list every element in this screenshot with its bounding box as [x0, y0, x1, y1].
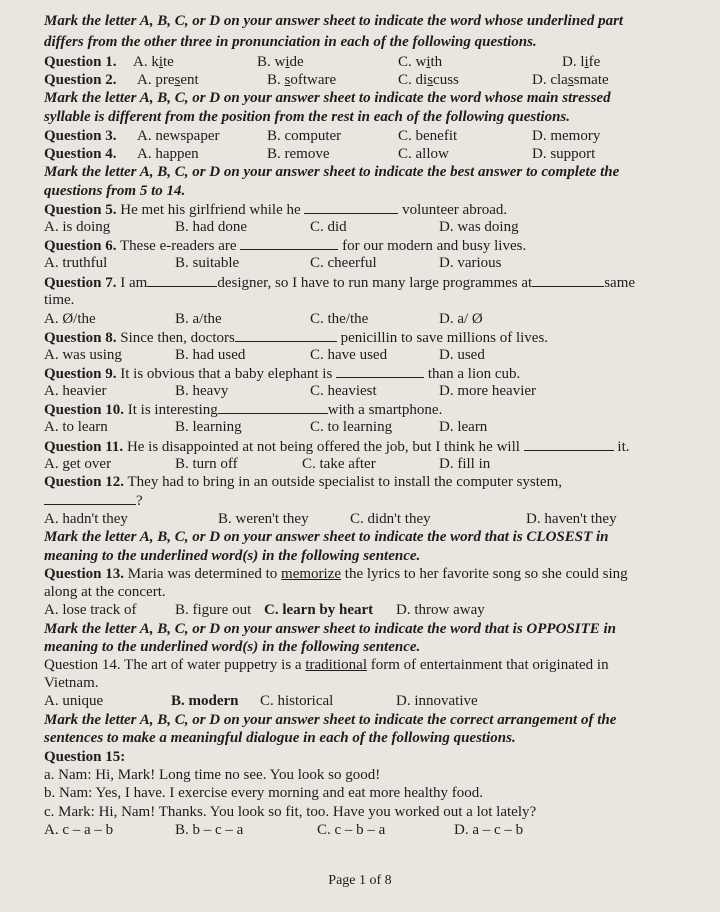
q10-option-b[interactable]: B. learning [175, 419, 242, 435]
q14-option-b[interactable]: B. modern [171, 693, 239, 709]
q12-option-c[interactable]: C. didn't they [350, 511, 431, 527]
q12-option-d[interactable]: D. haven't they [526, 511, 617, 527]
q8-option-a[interactable]: A. was using [44, 347, 122, 363]
question-3 [44, 127, 684, 145]
question-5-label: Question 5. [44, 202, 117, 218]
section-2-instruction-line-1: Mark the letter A, B, C, or D on your answer sheet to indicate the word whose main stressed [44, 90, 611, 106]
q6-option-c[interactable]: C. cheerful [310, 255, 377, 271]
question-2-label: Question 2. [44, 72, 117, 88]
q13-option-b[interactable]: B. figure out [175, 602, 252, 618]
section-5-instruction-line-1: Mark the letter A, B, C, or D on your answer sheet to indicate the word that is OPPOSITE in [44, 621, 617, 637]
q9-option-a[interactable]: A. heavier [44, 383, 107, 399]
q6-option-a[interactable]: A. truthful [44, 255, 108, 271]
question-10-label: Question 10. [44, 402, 125, 418]
question-1 [44, 53, 684, 71]
section-6-instruction-line-2: sentences to make a meaningful dialogue in each of the following questions. [44, 730, 516, 746]
question-12-stem-line-2: ? [44, 491, 684, 510]
q7-blank-1[interactable] [147, 273, 217, 287]
q15-option-d[interactable]: D. a – c – b [454, 822, 524, 838]
page-number: Page 1 of 8 [328, 873, 392, 888]
q2-option-b[interactable]: B. software [267, 72, 337, 88]
q9-option-b[interactable]: B. heavy [175, 383, 229, 399]
q10-option-d[interactable]: D. learn [439, 419, 488, 435]
q7-option-a[interactable]: A. Ø/the [44, 311, 96, 327]
question-7-stem: Question 7. I am designer, so I have to run many large programmes at same [44, 275, 636, 291]
q15-dialogue-a: a. Nam: Hi, Mark! Long time no see. You look so good! [44, 767, 381, 783]
section-1-instruction-line-2: differs from the other three in pronunciation in each of the following questions. [44, 34, 537, 50]
q11-option-c[interactable]: C. take after [302, 456, 376, 472]
q3-option-b[interactable]: B. computer [267, 128, 342, 144]
q1-option-a[interactable]: A. kite [133, 54, 174, 70]
q2-option-d[interactable]: D. classmate [532, 72, 609, 88]
q1-option-b[interactable]: B. wide [257, 54, 304, 70]
q5-option-d[interactable]: D. was doing [439, 219, 519, 235]
section-1-instruction-line-1: Mark the letter A, B, C, or D on your answer sheet to indicate the word whose underlined part [44, 13, 624, 29]
q7-option-d[interactable]: D. a/ Ø [439, 311, 483, 327]
q2-option-c[interactable]: C. discuss [398, 72, 459, 88]
question-6-label: Question 6. [44, 238, 117, 254]
q3-option-d[interactable]: D. memory [532, 128, 601, 144]
question-5-stem: Question 5. He met his girlfriend while he volunteer abroad. [44, 202, 508, 218]
section-3-instruction-line-2: questions from 5 to 14. [44, 183, 186, 199]
q13-option-d[interactable]: D. throw away [396, 602, 485, 618]
q15-option-b[interactable]: B. b – c – a [175, 822, 244, 838]
q10-option-a[interactable]: A. to learn [44, 419, 108, 435]
q8-option-c[interactable]: C. have used [310, 347, 388, 363]
q8-option-b[interactable]: B. had used [175, 347, 246, 363]
q10-option-c[interactable]: C. to learning [310, 419, 393, 435]
question-12-stem: Question 12. They had to bring in an outside specialist to install the computer system, [44, 474, 563, 490]
q7-option-c[interactable]: C. the/the [310, 311, 369, 327]
q15-dialogue-b: b. Nam: Yes, I have. I exercise every morning and eat more healthy food. [44, 785, 484, 801]
q4-option-c[interactable]: C. allow [398, 146, 449, 162]
q5-option-a[interactable]: A. is doing [44, 219, 111, 235]
q7-option-b[interactable]: B. a/the [175, 311, 222, 327]
question-4 [44, 145, 684, 163]
q14-underlined-word: traditional [305, 657, 367, 673]
question-7-stem-line-2: time. [44, 292, 75, 308]
q13-option-a[interactable]: A. lose track of [44, 602, 137, 618]
section-3-instruction-line-1: Mark the letter A, B, C, or D on your answer sheet to indicate the best answer to complete the [44, 164, 620, 180]
q5-option-c[interactable]: C. did [310, 219, 347, 235]
q1-option-d[interactable]: D. life [562, 54, 601, 70]
q6-blank[interactable] [240, 236, 338, 250]
section-2-instruction-line-2: syllable is different from the position from the rest in each of the following questions. [44, 109, 571, 125]
q8-blank[interactable] [235, 328, 337, 342]
question-6-stem: Question 6. These e-readers are for our modern and busy lives. [44, 238, 527, 254]
q11-option-b[interactable]: B. turn off [175, 456, 238, 472]
question-13-label: Question 13. [44, 566, 125, 582]
q5-option-b[interactable]: B. had done [175, 219, 248, 235]
question-14-stem-line-2: Vietnam. [44, 675, 99, 691]
question-4-label: Question 4. [44, 146, 117, 162]
q9-option-d[interactable]: D. more heavier [439, 383, 537, 399]
q4-option-b[interactable]: B. remove [267, 146, 330, 162]
q11-option-d[interactable]: D. fill in [439, 456, 491, 472]
question-8-label: Question 8. [44, 330, 117, 346]
q11-blank[interactable] [524, 437, 614, 451]
q12-blank[interactable] [44, 491, 136, 505]
question-12-label: Question 12. [44, 474, 125, 490]
question-14-stem: Question 14. The art of water puppetry is a traditional form of entertainment that originated in [44, 657, 609, 673]
q2-option-a[interactable]: A. present [137, 72, 199, 88]
q10-blank[interactable] [218, 400, 328, 414]
q6-option-b[interactable]: B. suitable [175, 255, 240, 271]
q11-option-a[interactable]: A. get over [44, 456, 112, 472]
question-10-stem: Question 10. It is interesting with a smartphone. [44, 402, 443, 418]
q3-option-a[interactable]: A. newspaper [137, 128, 220, 144]
q12-option-a[interactable]: A. hadn't they [44, 511, 128, 527]
q15-option-a[interactable]: A. c – a – b [44, 822, 114, 838]
question-13-stem: Question 13. Maria was determined to memorize the lyrics to her favorite song so she could sing [44, 566, 628, 582]
q14-option-d[interactable]: D. innovative [396, 693, 478, 709]
section-6-instruction-line-1: Mark the letter A, B, C, or D on your answer sheet to indicate the correct arrangement of the [44, 712, 617, 728]
q5-blank[interactable] [304, 200, 398, 214]
q9-blank[interactable] [336, 364, 424, 378]
q3-option-c[interactable]: C. benefit [398, 128, 458, 144]
q15-dialogue-c: c. Mark: Hi, Nam! Thanks. You look so fit, too. Have you worked out a lot lately? [44, 804, 537, 820]
question-15-label: Question 15: [44, 749, 126, 765]
q12-option-b[interactable]: B. weren't they [218, 511, 309, 527]
question-9-stem: Question 9. It is obvious that a baby elephant is than a lion cub. [44, 366, 521, 382]
question-11-stem: Question 11. He is disappointed at not being offered the job, but I think he will it. [44, 439, 630, 455]
question-8-stem: Question 8. Since then, doctors penicillin to save millions of lives. [44, 330, 549, 346]
question-3-label: Question 3. [44, 128, 117, 144]
question-13-stem-line-2: along at the concert. [44, 584, 166, 600]
q13-underlined-word: memorize [281, 566, 342, 582]
q15-option-c[interactable]: C. c – b – a [317, 822, 386, 838]
question-14-label: Question 14. [44, 657, 121, 673]
q14-option-a[interactable]: A. unique [44, 693, 104, 709]
q8-option-d[interactable]: D. used [439, 347, 485, 363]
question-9-label: Question 9. [44, 366, 117, 382]
q9-option-c[interactable]: C. heaviest [310, 383, 377, 399]
q13-option-c[interactable]: C. learn by heart [264, 602, 374, 618]
q4-option-a[interactable]: A. happen [137, 146, 199, 162]
question-2 [44, 71, 684, 89]
section-4-instruction-line-2: meaning to the underlined word(s) in the following sentence. [44, 548, 421, 564]
section-5-instruction-line-2: meaning to the underlined word(s) in the following sentence. [44, 639, 421, 655]
q4-option-d[interactable]: D. support [532, 146, 596, 162]
q7-blank-2[interactable] [532, 273, 604, 287]
section-4-instruction-line-1: Mark the letter A, B, C, or D on your answer sheet to indicate the word that is CLOSEST in [44, 529, 609, 545]
question-11-label: Question 11. [44, 439, 124, 455]
q6-option-d[interactable]: D. various [439, 255, 502, 271]
q1-option-c[interactable]: C. with [398, 54, 443, 70]
q14-option-c[interactable]: C. historical [260, 693, 334, 709]
question-1-label: Question 1. [44, 54, 117, 70]
question-7-label: Question 7. [44, 275, 117, 291]
